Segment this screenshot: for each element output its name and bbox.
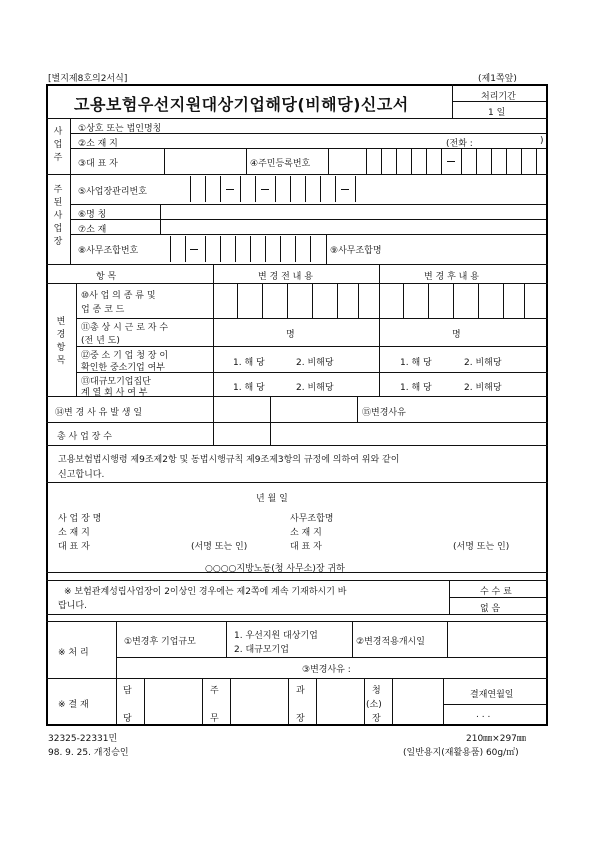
approval-head-top: 청 <box>372 686 381 696</box>
footer-approved: 98. 9. 25. 개정승인 <box>48 748 129 758</box>
notice-text-1: ※ 보험관계성립사업장이 2이상인 경우에는 제2쪽에 계속 기재하시기 바 <box>64 587 347 597</box>
row11-line1: ⑪총 상 시 근 로 자 수 <box>81 323 169 333</box>
row12-line2: 확인한 중소기업 여부 <box>81 363 165 373</box>
owner-section-label: 사업주 <box>53 127 63 163</box>
row13-line1: ⑬대규모기업집단 <box>81 377 151 387</box>
fee-value: 없 음 <box>480 604 501 614</box>
approval-label: ※ 결 재 <box>58 700 89 710</box>
workplace-section-label: 주된사업장 <box>53 185 63 247</box>
fee-label: 수 수 료 <box>480 587 512 597</box>
row11-before-unit: 명 <box>286 330 295 340</box>
row12-before-no[interactable]: 2. 비해당 <box>296 358 334 368</box>
row11-line2: (전 년 도) <box>81 336 120 346</box>
approval-head-mid: (소) <box>366 700 382 710</box>
workplace-name-sign-label: 사 업 장 명 <box>58 514 102 524</box>
row14-label: ⑭변 경 사 유 발 생 일 <box>55 408 143 418</box>
approval-chief-bottom: 무 <box>210 714 219 724</box>
address-label: ②소 재 지 <box>78 139 118 149</box>
approval-date-dots: . . . <box>476 710 491 720</box>
change-reason-label: ③변경사유 : <box>302 665 351 675</box>
scale-after-label: ①변경후 기업규모 <box>124 637 196 647</box>
phone-label: (전화 : <box>446 139 473 149</box>
scale-option-large[interactable]: 2. 대규모기업 <box>234 645 289 655</box>
row13-after-no[interactable]: 2. 비해당 <box>464 383 502 393</box>
row12-after-yes[interactable]: 1. 해 당 <box>400 358 432 368</box>
agency-name-sign-label: 사무조합명 <box>290 514 334 524</box>
row13-line2: 계 열 회 사 여 부 <box>81 388 148 398</box>
row12-before-yes[interactable]: 1. 해 당 <box>233 358 265 368</box>
approval-staff-bottom: 당 <box>123 714 132 724</box>
row15-label: ⑮변경사유 <box>362 408 406 418</box>
workplace-mgmt-no-label: ⑤사업장관리번호 <box>78 187 147 197</box>
col-item-header: 항 목 <box>96 272 117 282</box>
agency-sign-or-seal: (서명 또는 인) <box>453 542 510 552</box>
row10-line1: ⑩사 업 의 종 류 및 <box>81 291 156 301</box>
declaration-text-1: 고용보험법시행령 제9조제2항 및 동법시행규칙 제9조제3항의 규정에 의하여 위와 같이 <box>58 455 400 465</box>
processing-label: ※ 처 리 <box>58 648 89 658</box>
approval-head-bottom: 장 <box>372 714 381 724</box>
agency-name-label: ⑨사무조합명 <box>330 246 382 256</box>
company-name-label: ①상호 또는 법인명칭 <box>78 124 162 134</box>
resident-number-label: ④주민등록번호 <box>250 159 311 169</box>
footer-paper-type: (일반용지(재활용품) 60g/㎡) <box>403 748 519 758</box>
footer-paper-size: 210㎜×297㎜ <box>466 734 526 744</box>
declaration-text-2: 신고합니다. <box>58 470 105 480</box>
col-after-header: 변 경 후 내 용 <box>424 272 479 282</box>
representative-label: ③대 표 자 <box>78 159 118 169</box>
change-section-label: 변경항목 <box>56 317 66 366</box>
row13-before-yes[interactable]: 1. 해 당 <box>233 383 265 393</box>
row13-before-no[interactable]: 2. 비해당 <box>296 383 334 393</box>
row10-line2: 업 종 코 드 <box>81 305 125 315</box>
workplace-rep-sign-label: 대 표 자 <box>58 542 90 552</box>
scale-option-priority[interactable]: 1. 우선지원 대상기업 <box>234 631 318 641</box>
processing-period-value: 1 일 <box>488 108 506 118</box>
phone-close: ) <box>540 136 544 146</box>
row11-after-unit: 명 <box>452 330 461 340</box>
approval-manager-bottom: 장 <box>296 714 305 724</box>
notice-text-2: 랍니다. <box>58 601 87 611</box>
col-before-header: 변 경 전 내 용 <box>258 272 313 282</box>
declaration-date: 년 월 일 <box>256 494 288 504</box>
row16-label: 총 사 업 장 수 <box>57 432 112 442</box>
workplace-address-sign-label: 소 재 지 <box>58 528 90 538</box>
approval-date-label: 결재연월일 <box>470 690 514 700</box>
processing-period-label: 처리기간 <box>481 92 516 102</box>
agency-number-label: ⑧사무조합번호 <box>78 246 139 256</box>
row12-line1: ⑫중 소 기 업 청 장 이 <box>81 351 169 361</box>
approval-manager-top: 과 <box>296 686 305 696</box>
approval-staff-top: 담 <box>123 686 132 696</box>
addressee: ○○○○지방노동(청 사무소)장 귀하 <box>205 564 345 574</box>
agency-address-sign-label: 소 재 지 <box>290 528 322 538</box>
page-note: (제1쪽앞) <box>478 74 517 84</box>
row13-after-yes[interactable]: 1. 해 당 <box>400 383 432 393</box>
workplace-name-label: ⑥명 칭 <box>78 210 107 220</box>
workplace-address-label: ⑦소 재 <box>78 225 107 235</box>
row12-after-no[interactable]: 2. 비해당 <box>464 358 502 368</box>
form-title: 고용보험우선지원대상기업해당(비해당)신고서 <box>74 95 409 114</box>
approval-chief-top: 주 <box>210 686 219 696</box>
footer-form-code: 32325-22331민 <box>48 734 118 744</box>
form-code: [별지제8호의2서식] <box>48 74 128 84</box>
apply-date-label: ②변경적용개시일 <box>356 637 425 647</box>
workplace-sign-or-seal: (서명 또는 인) <box>191 542 248 552</box>
agency-rep-sign-label: 대 표 자 <box>290 542 322 552</box>
